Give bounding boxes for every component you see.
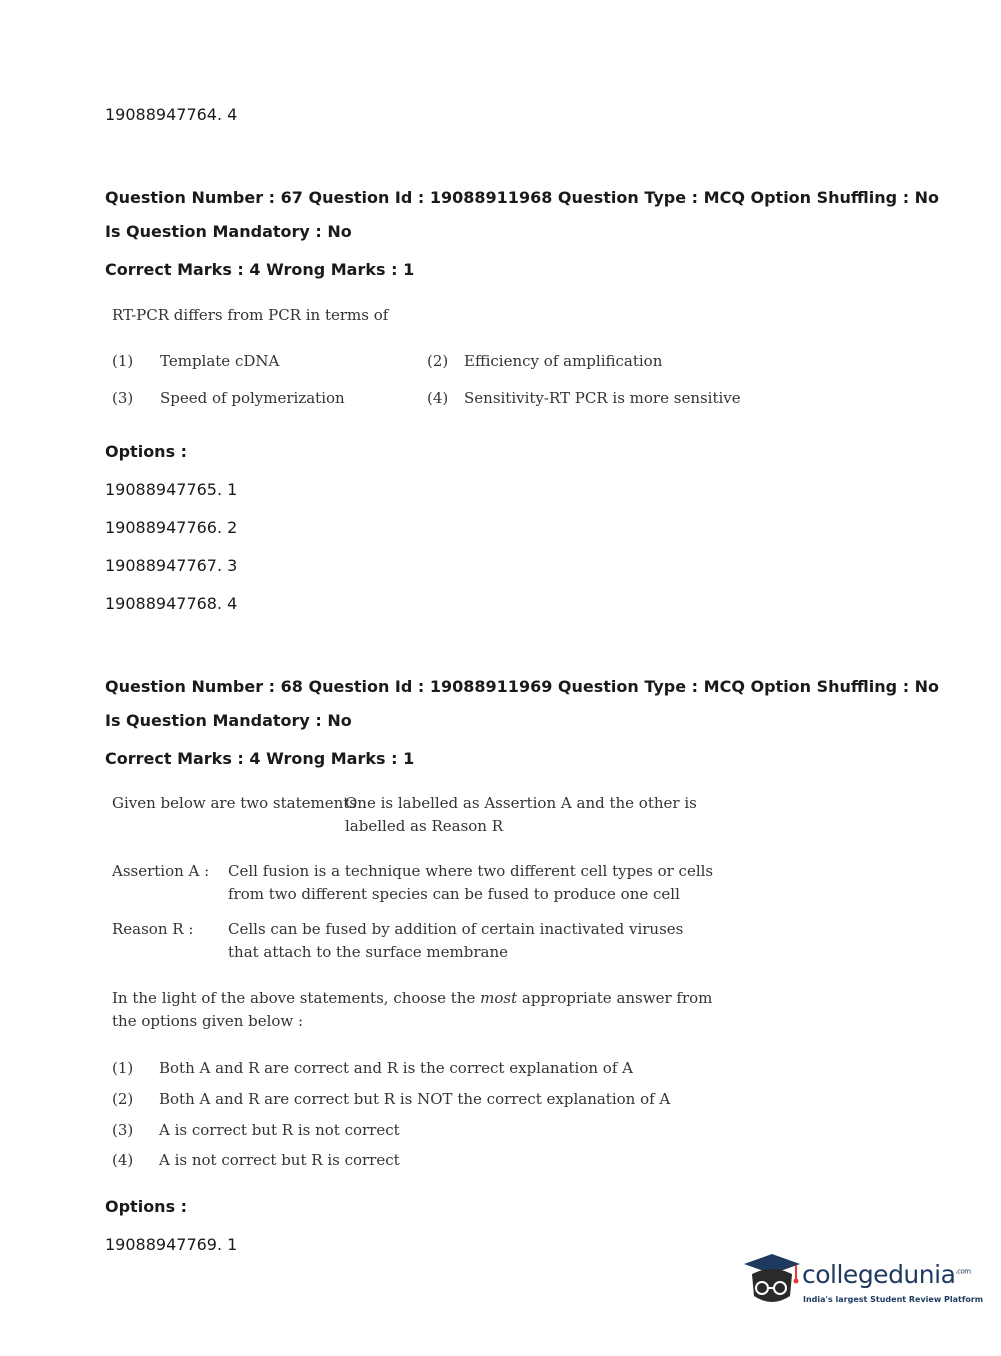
choice-number: (2) [112, 1090, 134, 1108]
choice-number: (4) [112, 1151, 134, 1169]
choice-text: A is not correct but R is correct [159, 1151, 400, 1169]
choice-number: (3) [112, 1121, 134, 1139]
question-mandatory: Is Question Mandatory : No [105, 711, 352, 730]
choice-text: Speed of polymerization [160, 389, 345, 407]
option-line: 19088947764. 4 [105, 105, 238, 124]
assertion-label: Assertion A : [112, 862, 210, 880]
reason-label: Reason R : [112, 920, 194, 938]
option-line: 19088947768. 4 [105, 594, 238, 613]
question-stem: RT-PCR differs from PCR in terms of [112, 306, 389, 324]
statements-intro-label: Given below are two statements : [112, 794, 367, 812]
choice-text: Both A and R are correct and R is the correct explanation of A [159, 1059, 633, 1077]
choice-text: A is correct but R is not correct [159, 1121, 400, 1139]
logo-name: collegedunia [802, 1260, 956, 1289]
choice-text: Both A and R are correct but R is NOT the correct explanation of A [159, 1090, 671, 1108]
choice-number: (1) [112, 352, 134, 370]
question-prompt [112, 987, 722, 1033]
prompt-emphasis: most [480, 989, 518, 1007]
choice-text: Sensitivity-RT PCR is more sensitive [464, 389, 741, 407]
choice-text: Template cDNA [160, 352, 280, 370]
option-line: 19088947769. 1 [105, 1235, 238, 1254]
mascot-icon [740, 1250, 802, 1314]
assertion-text: Cell fusion is a technique where two different cell types or cells from two different species can be fused to produce one cell [228, 862, 714, 903]
question-header: Question Number : 68 Question Id : 19088911969 Question Type : MCQ Option Shuffling : No [105, 677, 940, 696]
statements-intro-text: One is labelled as Assertion A and the other is labelled as Reason R [345, 794, 697, 835]
logo-tagline: India's largest Student Review Platform [803, 1295, 984, 1304]
option-line: 19088947765. 1 [105, 480, 238, 499]
prompt-text: answer from the options given below : [112, 989, 713, 1030]
choice-text: Efficiency of amplification [464, 352, 663, 370]
question-marks: Correct Marks : 4 Wrong Marks : 1 [105, 749, 415, 768]
reason-text: Cells can be fused by addition of certain inactivated viruses that attach to the surface membrane [228, 920, 684, 961]
options-label: Options : [105, 442, 188, 461]
question-marks: Correct Marks : 4 Wrong Marks : 1 [105, 260, 415, 279]
choice-number: (2) [427, 352, 449, 370]
option-line: 19088947766. 2 [105, 518, 238, 537]
prompt-text: appropriate [521, 989, 612, 1007]
choice-number: (3) [112, 389, 134, 407]
options-label: Options : [105, 1197, 188, 1216]
option-line: 19088947767. 3 [105, 556, 238, 575]
question-header: Question Number : 67 Question Id : 19088911968 Question Type : MCQ Option Shuffling : No [105, 188, 940, 207]
choice-number: (1) [112, 1059, 134, 1077]
prompt-text: In the light of the above statements, choose the [112, 989, 476, 1007]
collegedunia-logo [740, 1248, 984, 1320]
logo-suffix: .com [955, 1267, 971, 1276]
question-mandatory: Is Question Mandatory : No [105, 222, 352, 241]
choice-number: (4) [427, 389, 449, 407]
